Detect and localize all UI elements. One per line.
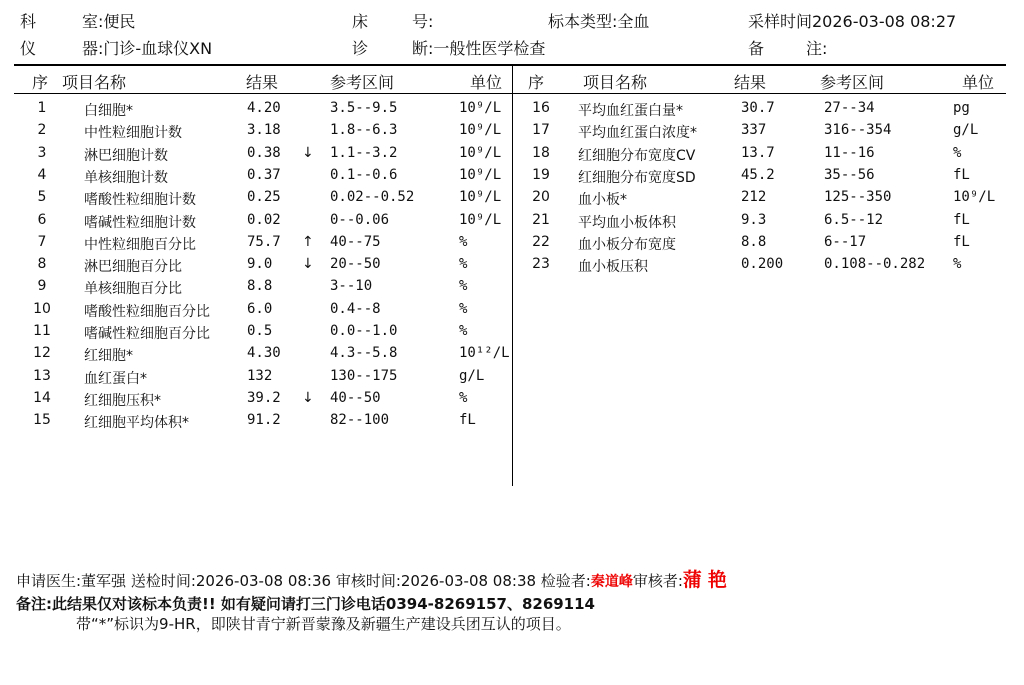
reference-range: 27--34: [824, 100, 875, 116]
item-name: 红细胞*: [84, 348, 133, 365]
reference-range: 20--50: [330, 256, 381, 273]
reference-range: 40--50: [330, 389, 381, 406]
result-value: 13.7: [741, 144, 775, 161]
unit-value: 10¹²/L: [459, 345, 510, 362]
col-seq-right: 序: [528, 73, 545, 92]
unit-value: %: [459, 278, 468, 295]
item-name: 血小板分布宽度: [578, 236, 676, 253]
bed-field: 号:: [412, 12, 434, 31]
col-unit-right: 单位: [962, 73, 995, 92]
result-flag: ↑: [302, 233, 314, 250]
unit-value: 10⁹/L: [953, 189, 996, 206]
instrument-label: 仪: [20, 39, 37, 58]
item-name: 红细胞平均体积*: [84, 415, 189, 432]
result-value: 212: [741, 189, 767, 206]
result-value: 30.7: [741, 100, 775, 116]
item-name: 血红蛋白*: [84, 370, 147, 387]
item-name: 白细胞*: [84, 103, 133, 119]
result-value: 9.3: [741, 211, 767, 228]
result-value: 6.0: [247, 300, 273, 317]
unit-value: fL: [953, 211, 970, 228]
col-result-right: 结果: [734, 73, 767, 92]
note-label: 备: [748, 39, 765, 58]
unit-value: %: [953, 144, 962, 161]
result-flag: ↓: [302, 256, 314, 273]
result-value: 0.02: [247, 211, 281, 228]
unit-value: 10⁹/L: [459, 189, 502, 206]
result-value: 91.2: [247, 412, 281, 429]
row-number: 3: [37, 144, 47, 161]
reference-range: 0.1--0.6: [330, 166, 398, 183]
result-value: 4.30: [247, 345, 281, 362]
col-range-left: 参考区间: [330, 73, 395, 92]
reference-range: 40--75: [330, 233, 381, 250]
col-result-left: 结果: [246, 73, 279, 92]
result-value: 39.2: [247, 389, 281, 406]
reference-range: 130--175: [330, 367, 398, 384]
col-unit-left: 单位: [470, 73, 503, 92]
unit-value: fL: [953, 233, 970, 250]
unit-value: 10⁹/L: [459, 122, 502, 139]
top-rule: [14, 64, 1006, 66]
row-number: 16: [532, 100, 550, 116]
row-number: 5: [37, 189, 47, 206]
row-number: 22: [532, 233, 550, 250]
reference-range: 1.8--6.3: [330, 122, 398, 139]
item-name: 平均血小板体积: [578, 214, 676, 231]
item-name: 嗜酸性粒细胞百分比: [84, 303, 210, 320]
reference-range: 0.02--0.52: [330, 189, 415, 206]
item-name: 嗜酸性粒细胞计数: [84, 192, 196, 209]
row-number: 15: [33, 412, 51, 429]
unit-value: 10⁹/L: [459, 211, 502, 228]
item-name: 平均血红蛋白量*: [578, 103, 683, 119]
result-value: 8.8: [741, 233, 767, 250]
dept-label: 科: [20, 12, 37, 31]
unit-value: pg: [953, 100, 970, 116]
instrument-field: 器:门诊-血球仪XN: [82, 39, 213, 58]
unit-value: fL: [953, 166, 970, 183]
row-number: 23: [532, 256, 550, 273]
item-name: 中性粒细胞百分比: [84, 236, 196, 253]
row-number: 20: [532, 189, 550, 206]
unit-value: 10⁹/L: [459, 144, 502, 161]
tester-signature: 秦道峰: [590, 574, 633, 590]
sample-type: 标本类型:全血: [548, 12, 650, 31]
row-number: 19: [532, 166, 550, 183]
item-name: 血小板压积: [578, 259, 648, 276]
row-number: 1: [37, 100, 47, 116]
item-name: 中性粒细胞计数: [84, 125, 182, 142]
row-number: 6: [37, 211, 47, 228]
unit-value: %: [459, 389, 468, 406]
footer-note-line2: 带“*”标识为9-HR，即陕甘青宁新晋蒙豫及新疆生产建设兵团互认的项目。: [76, 615, 571, 633]
unit-value: 10⁹/L: [459, 166, 502, 183]
reference-range: 3.5--9.5: [330, 100, 398, 116]
item-name: 红细胞分布宽度SD: [578, 169, 696, 186]
unit-value: %: [459, 300, 468, 317]
item-name: 单核细胞百分比: [84, 281, 182, 298]
reference-range: 125--350: [824, 189, 892, 206]
item-name: 红细胞压积*: [84, 392, 161, 409]
result-value: 9.0: [247, 256, 273, 273]
result-value: 75.7: [247, 233, 281, 250]
row-number: 8: [37, 256, 47, 273]
reference-range: 0.108--0.282: [824, 256, 926, 273]
header-rule: [14, 93, 1006, 94]
item-name: 平均血红蛋白浓度*: [578, 125, 697, 142]
row-number: 9: [37, 278, 47, 295]
reference-range: 0.4--8: [330, 300, 381, 317]
row-number: 7: [37, 233, 47, 250]
result-value: 0.5: [247, 323, 273, 339]
unit-value: %: [459, 233, 468, 250]
result-value: 4.20: [247, 100, 281, 116]
col-seq-left: 序: [32, 73, 49, 92]
result-value: 0.200: [741, 256, 784, 273]
result-flag: ↓: [302, 389, 314, 406]
footer-note-text: 此结果仅对该标本负责!! 如有疑问请打三门诊电话0394-8269157、8269114: [52, 595, 595, 613]
unit-value: %: [459, 256, 468, 273]
footer-info: [16, 565, 733, 592]
column-divider: [512, 66, 513, 486]
row-number: 4: [37, 166, 47, 183]
row-number: 2: [37, 122, 47, 139]
sample-time: 采样时间2026-03-08 08:27: [748, 12, 957, 31]
note-label-2: 注:: [806, 39, 828, 58]
diagnosis-label: 诊: [352, 39, 369, 58]
item-name: 红细胞分布宽度CV: [578, 147, 696, 164]
reference-range: 11--16: [824, 144, 875, 161]
result-value: 45.2: [741, 166, 775, 183]
footer-note-label: 备注:: [16, 595, 52, 613]
dept-field: 室:便民: [82, 12, 136, 31]
unit-value: %: [459, 323, 468, 339]
reference-range: 0.0--1.0: [330, 323, 398, 339]
unit-value: g/L: [459, 367, 485, 384]
row-number: 17: [532, 122, 550, 139]
row-number: 11: [33, 323, 51, 339]
result-value: 0.25: [247, 189, 281, 206]
reference-range: 6--17: [824, 233, 867, 250]
reference-range: 3--10: [330, 278, 373, 295]
result-flag: ↓: [302, 144, 314, 161]
request-info: 申请医生:董军强 送检时间:2026-03-08 08:36 审核时间:2026-03-08 08:38 检验者:: [16, 572, 591, 590]
row-number: 10: [33, 300, 51, 317]
result-value: 8.8: [247, 278, 273, 295]
reference-range: 82--100: [330, 412, 390, 429]
item-name: 嗜碱性粒细胞计数: [84, 214, 196, 231]
row-number: 21: [532, 211, 550, 228]
reference-range: 4.3--5.8: [330, 345, 398, 362]
item-name: 淋巴细胞百分比: [84, 259, 182, 276]
diagnosis-field: 断:一般性医学检查: [412, 39, 546, 58]
result-value: 3.18: [247, 122, 281, 139]
unit-value: 10⁹/L: [459, 100, 502, 116]
reference-range: 0--0.06: [330, 211, 390, 228]
result-value: 337: [741, 122, 767, 139]
reviewer-label: 审核者:: [632, 572, 683, 590]
unit-value: %: [953, 256, 962, 273]
col-name-right: 项目名称: [583, 73, 648, 92]
col-name-left: 项目名称: [62, 73, 127, 92]
col-range-right: 参考区间: [820, 73, 885, 92]
footer-note: [16, 593, 595, 614]
result-value: 0.37: [247, 166, 281, 183]
result-value: 0.38: [247, 144, 281, 161]
item-name: 单核细胞计数: [84, 169, 168, 186]
bed-label: 床: [352, 12, 369, 31]
result-value: 132: [247, 367, 273, 384]
reference-range: 6.5--12: [824, 211, 884, 228]
item-name: 淋巴细胞计数: [84, 147, 168, 164]
row-number: 13: [33, 367, 51, 384]
reference-range: 316--354: [824, 122, 892, 139]
row-number: 12: [33, 345, 51, 362]
unit-value: fL: [459, 412, 476, 429]
row-number: 18: [532, 144, 550, 161]
reviewer-signature: 蒲艳: [682, 569, 733, 591]
reference-range: 1.1--3.2: [330, 144, 398, 161]
unit-value: g/L: [953, 122, 979, 139]
reference-range: 35--56: [824, 166, 875, 183]
item-name: 血小板*: [578, 192, 627, 209]
row-number: 14: [33, 389, 51, 406]
item-name: 嗜碱性粒细胞百分比: [84, 326, 210, 342]
